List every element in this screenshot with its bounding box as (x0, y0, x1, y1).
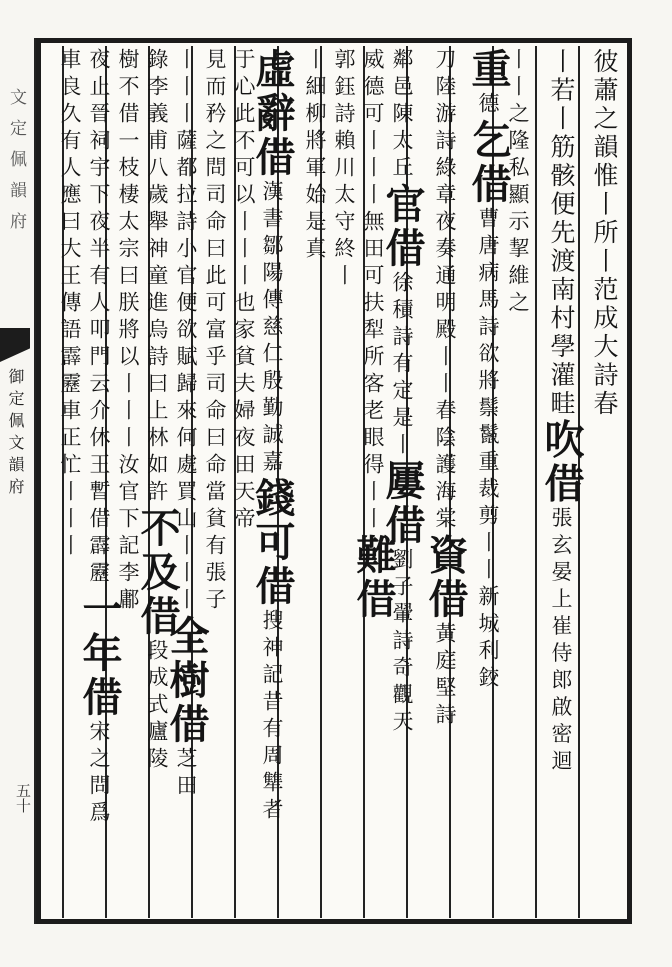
annotation-text: 丨丨丨薩都拉詩小官便欲賦歸來何處買山丨丨丨 (174, 48, 198, 615)
headword: 不及借 (134, 507, 181, 639)
headword: 全樹借 (163, 615, 210, 747)
headword: 一年借 (76, 588, 123, 720)
fish-tail-mark (0, 328, 30, 362)
annotation-text: 見而矜之問司命曰此可富乎司命曰命當貧有張子 (203, 48, 227, 615)
page-number: 五十 (14, 783, 32, 813)
annotation-text: 威德可丨丨丨無田可扶犁所客老眼得丨丨 (361, 48, 385, 534)
annotation-text: 車良久有人應曰大王傳語霹靂車正忙丨丨丨 (58, 48, 82, 561)
headword: 虛辭借 (249, 48, 296, 180)
margin-book-title: 御定佩文韻府 (6, 368, 25, 500)
annotation-text: 刀陸游詩綠章夜奏通明殿丨丨春陰護海棠 (433, 48, 457, 534)
annotation-text: 宋之問爲 (87, 720, 111, 828)
annotation-text: 漢書鄒陽傳慈仁殷勤誠嘉 (260, 180, 284, 477)
headword: 屢借 (379, 460, 426, 548)
headword: 乞借 (465, 119, 512, 207)
annotation-text: 劉子翬詩奇觀天 (390, 548, 414, 737)
text-column (52, 48, 88, 561)
headword: 資借 (422, 534, 469, 622)
annotation-text: 彼蕭之韻惟丨所丨范成大詩春 (590, 48, 619, 419)
margin-edge-fragment: 文定佩韻府 (6, 88, 26, 243)
annotation-text: 徐積詩有定是丨 (390, 271, 414, 460)
headword: 官借 (379, 183, 426, 271)
annotation-text: 樹不借一枝棲太宗曰朕將以丨丨丨汝官下記李鄘 (116, 48, 140, 615)
annotation-text: 黃庭堅詩 (433, 622, 457, 730)
headword: 重 (465, 48, 512, 92)
text-column (465, 48, 512, 693)
annotation-text: 鄰邑陳太丘 (390, 48, 414, 183)
annotation-text: 于心此不可以丨丨丨也家貧夫婦夜田天帝 (232, 48, 256, 534)
outer-margin (0, 38, 36, 924)
headword: 難借 (350, 534, 397, 622)
annotation-text: 丨若丨筋骸便先渡南村學灌畦 (547, 48, 576, 419)
annotation-text: 曹唐病馬詩欲將鬃鬣重裁剪丨丨新城利鉸 (476, 207, 500, 693)
annotation-text: 夜止晉祠宇下夜半有人叩門云介休王暫借霹靂 (87, 48, 111, 588)
annotation-text: 錄李義甫八歲舉神童進烏詩曰上林如許 (145, 48, 169, 507)
annotation-text: 搜神記昔有周犨者 (260, 609, 284, 825)
annotation-text: 郭鈺詩賴川太守終丨 (332, 48, 356, 291)
text-column (297, 48, 333, 264)
annotation-text: 芝田 (174, 747, 198, 801)
annotation-text: 段成式廬陵 (145, 639, 169, 774)
annotation-text: 丨細柳將軍始是真 (303, 48, 327, 264)
annotation-text: 丨丨之隆私顯示挈維之 (506, 48, 530, 318)
headword: 吹借 (538, 418, 585, 507)
text-column (586, 48, 622, 419)
headword: 錢可借 (249, 477, 296, 609)
text-column (422, 48, 469, 730)
annotation-text: 張玄晏上崔侍郎啟密迴 (549, 506, 573, 777)
annotation-text: 德 (476, 92, 500, 119)
text-column (538, 48, 585, 777)
